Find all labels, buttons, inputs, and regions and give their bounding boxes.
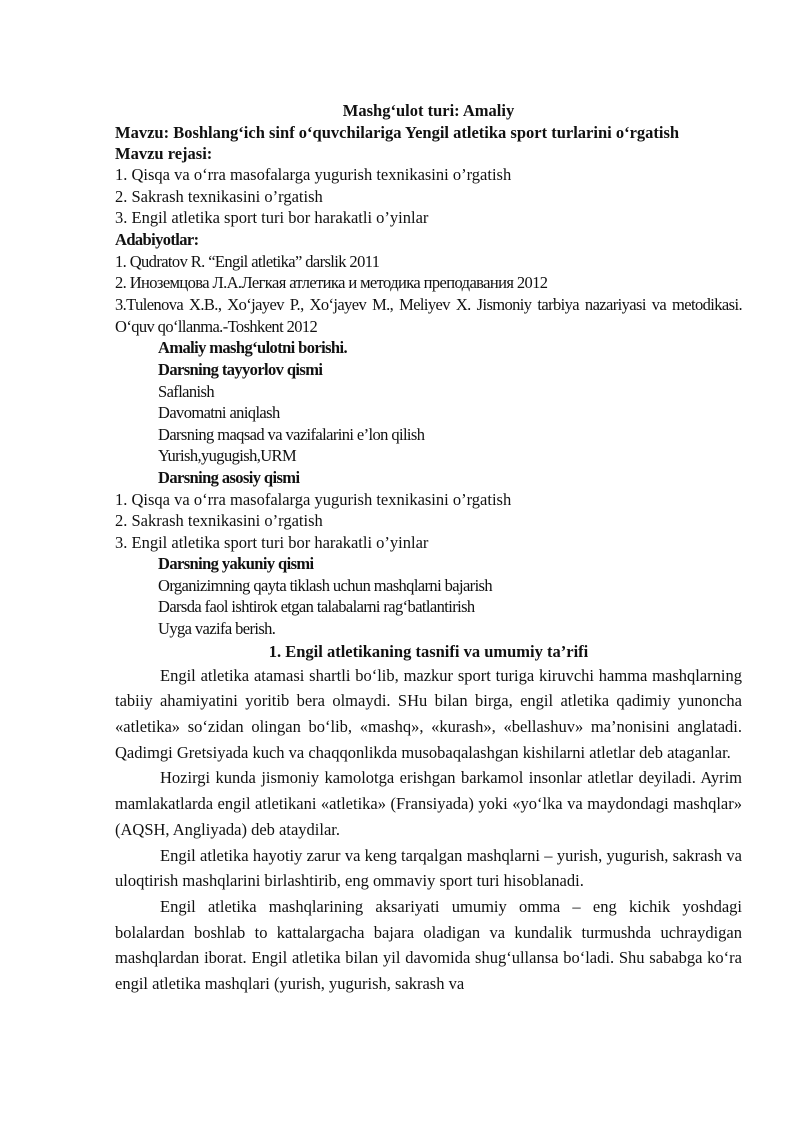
prep-item: Davomatni aniqlash: [158, 403, 280, 423]
prep-item: Darsning maqsad va vazifalarini e’lon qilish: [158, 424, 425, 444]
document-page: [115, 100, 742, 997]
lesson-type-title: Mashg‘ulot turi: Amaliy: [342, 101, 515, 120]
literature-item: 1. Qudratov R. “Engil atletika” darslik 2011: [115, 251, 380, 271]
plan-item: 3. Engil atletika sport turi bor harakatli o’yinlar: [115, 208, 429, 228]
prep-item: Yurish,yugugish,URM: [158, 446, 297, 466]
literature-item: 3.Tulenova X.B., Xo‘jayev P., Xo‘jayev M., Meliyev X. Jismoniy tarbiya nazariyasi va metodikasi. O‘quv qo‘llanma.-Toshkent 2012: [115, 294, 742, 336]
section-heading: 1. Engil atletikaning tasnifi va umumiy ta’rifi: [268, 641, 589, 661]
lesson-progress-title: Amaliy mashg‘ulotni borishi.: [158, 338, 348, 358]
main-item: 1. Qisqa va o‘rra masofalarga yugurish texnikasini o’rgatish: [115, 489, 512, 509]
literature-label: Adabiyotlar:: [115, 229, 199, 249]
plan-item: 1. Qisqa va o‘rra masofalarga yugurish texnikasini o’rgatish: [115, 165, 512, 185]
main-part-title: Darsning asosiy qismi: [158, 467, 300, 487]
main-item: 3. Engil atletika sport turi bor harakatli o’yinlar: [115, 532, 429, 552]
body-paragraph: Engil atletika hayotiy zarur va keng tarqalgan mashqlarni – yurish, yugurish, sakrash va uloqtirish mashqlarini birlashtirib, eng ommaviy sport turi hisoblanadi.: [115, 845, 742, 891]
body-paragraph: Engil atletika atamasi shartli bo‘lib, mazkur sport turiga kiruvchi hamma mashqlarning tabiiy ahamiyatini yoritib bera olmaydi. SHu bilan birga, engil atletika qadimiy yunoncha «atletika» so‘zidan olingan bo‘lib, «mashq», «kurash», «bellashuv» ma’nonisini anglatadi. Qadimgi Gretsiyada kuch va chaqqonlikda musobaqalashgan kishilarni atletlar deb ataganlar.: [115, 665, 742, 762]
final-item: Organizimning qayta tiklash uchun mashqlarni bajarish: [158, 575, 493, 595]
plan-label: Mavzu rejasi:: [115, 143, 213, 163]
prep-part-title: Darsning tayyorlov qismi: [158, 359, 323, 379]
body-paragraph: Hozirgi kunda jismoniy kamolotga erishgan barkamol insonlar atletlar deyiladi. Ayrim mamlakatlarda engil atletikani «atletika» (Fransiyada) yoki «yo‘lka va maydondagi mashqlar» (AQSH, Angliyada) deb ataydilar.: [115, 768, 742, 839]
body-paragraph: Engil atletika mashqlarining aksariyati umumiy omma – eng kichik yoshdagi bolalardan boshlab to kattalargacha bajara oladigan va kundalik turmushda uchraydigan mashqlardan iborat. Engil atletika bilan yil davomida shug‘ullansa bo‘ladi. Shu sababga ko‘ra engil atletika mashqlari (yurish, yugurish, sakrash va: [115, 896, 742, 994]
literature-item: 2. Иноземцова Л.А.Легкая атлетика и методика преподавания 2012: [115, 273, 548, 293]
prep-item: Saflanish: [158, 381, 215, 401]
final-item: Uyga vazifa berish.: [158, 619, 276, 639]
topic-line: Mavzu: Boshlang‘ich sinf o‘quvchilariga Yengil atletika sport turlarini o‘rgatish: [115, 122, 680, 142]
final-item: Darsda faol ishtirok etgan talabalarni rag‘batlantirish: [158, 597, 475, 617]
plan-item: 2. Sakrash texnikasini o’rgatish: [115, 186, 323, 206]
main-item: 2. Sakrash texnikasini o’rgatish: [115, 511, 323, 531]
final-part-title: Darsning yakuniy qismi: [158, 554, 314, 574]
